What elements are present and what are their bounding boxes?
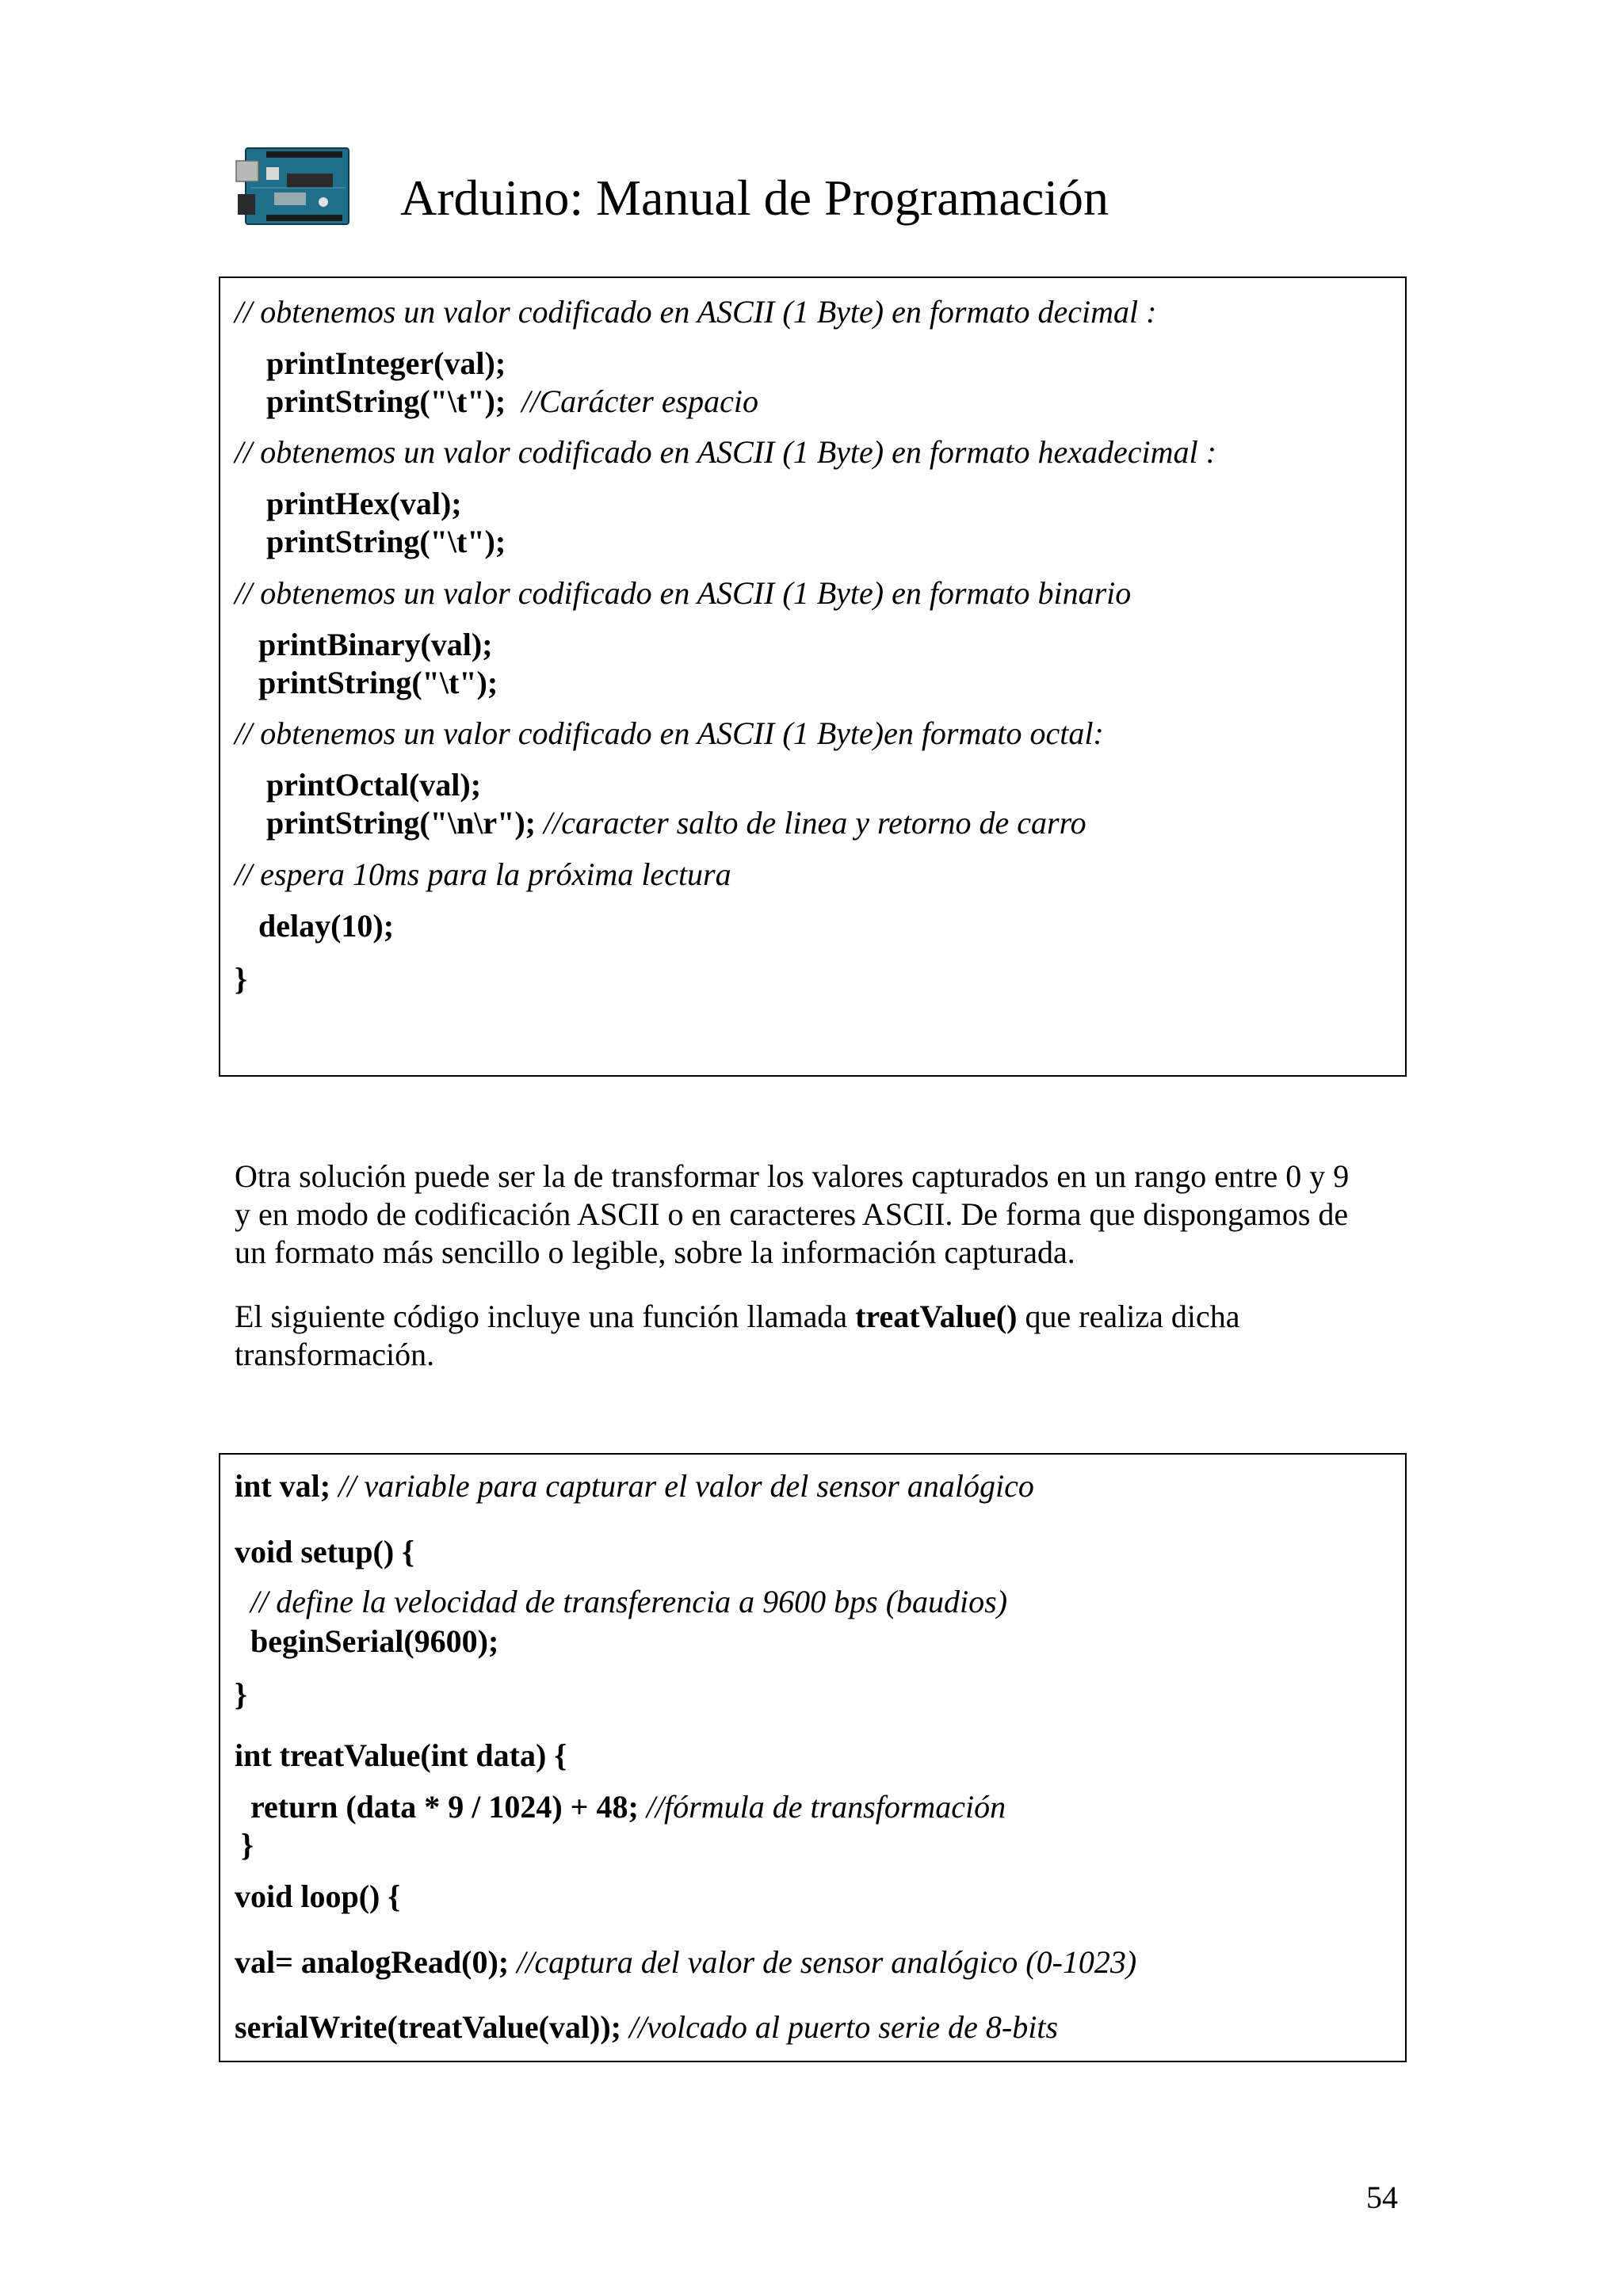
code-line [250, 1788, 1006, 1826]
page-title: Arduino: Manual de Programación [400, 170, 1109, 226]
comment-line: // obtenemos un valor codificado en ASCII (1 Byte)en formato octal: [235, 715, 1104, 751]
code-line: printOctal(val); [266, 767, 482, 803]
code-line: void loop() { [235, 1878, 401, 1914]
code-line: printString("\t"); [266, 524, 506, 559]
comment-line: // obtenemos un valor codificado en ASCII (1 Byte) en formato binario [235, 575, 1132, 611]
inline-comment: //captura del valor de sensor analógico (0-1023) [517, 1944, 1137, 1980]
code-line [235, 1943, 1136, 1981]
inline-comment: //caracter salto de linea y retorno de carro [543, 805, 1086, 841]
code-line: delay(10); [258, 908, 395, 944]
code-line: void setup() { [235, 1534, 414, 1569]
code-line: printHex(val); [266, 486, 462, 521]
code-line: int treatValue(int data) { [235, 1737, 567, 1773]
code-line [235, 2008, 1058, 2046]
paragraph [235, 1158, 1423, 1272]
paragraph-line [235, 1298, 1423, 1336]
function-name: treatValue() [855, 1299, 1018, 1334]
code-line: printString("\t"); [258, 665, 498, 700]
paragraph [235, 1298, 1423, 1374]
comment-line: // obtenemos un valor codificado en ASCII (1 Byte) en formato hexadecimal : [235, 434, 1216, 470]
inline-comment: //volcado al puerto serie de 8-bits [629, 2009, 1059, 2045]
comment-line: // define la velocidad de transferencia a 9600 bps (baudios) [250, 1584, 1008, 1619]
comment-line: // espera 10ms para la próxima lectura [235, 856, 731, 892]
inline-comment: // variable para capturar el valor del sensor analógico [338, 1468, 1034, 1504]
code-text: printString("\t"); [266, 383, 506, 419]
inline-comment: //fórmula de transformación [646, 1789, 1006, 1825]
paragraph-line: transformación. [235, 1337, 435, 1372]
paragraph-line: y en modo de codificación ASCII o en caracteres ASCII. De forma que dispongamos de [235, 1196, 1349, 1232]
code-text: serialWrite(treatValue(val)); [235, 2009, 621, 2045]
code-line: printBinary(val); [258, 627, 493, 662]
code-text: val= analogRead(0); [235, 1944, 510, 1980]
code-text: printString("\n\r"); [266, 805, 536, 841]
paragraph-text: que realiza dicha [1017, 1299, 1240, 1334]
code-line: printInteger(val); [266, 345, 506, 381]
paragraph-text: El siguiente código incluye una función llamada [235, 1299, 856, 1334]
paragraph-line: un formato más sencillo o legible, sobre la información capturada. [235, 1234, 1075, 1270]
comment-line: // obtenemos un valor codificado en ASCII (1 Byte) en formato decimal : [235, 294, 1157, 330]
inline-comment: //Carácter espacio [521, 383, 759, 419]
paragraph-line: Otra solución puede ser la de transformar los valores capturados en un rango entre 0 y 9 [235, 1158, 1350, 1194]
code-line: } [235, 1676, 247, 1712]
code-line: beginSerial(9600); [250, 1623, 499, 1659]
arduino-board-icon [235, 143, 352, 229]
code-text: return (data * 9 / 1024) + 48; [250, 1789, 639, 1825]
code-text: int val; [235, 1468, 331, 1504]
code-line [235, 1467, 1034, 1505]
code-line: } [235, 961, 247, 997]
code-line: } [241, 1827, 254, 1863]
code-line [266, 804, 1086, 842]
code-line [266, 383, 758, 421]
page-number: 54 [1366, 2180, 1398, 2215]
